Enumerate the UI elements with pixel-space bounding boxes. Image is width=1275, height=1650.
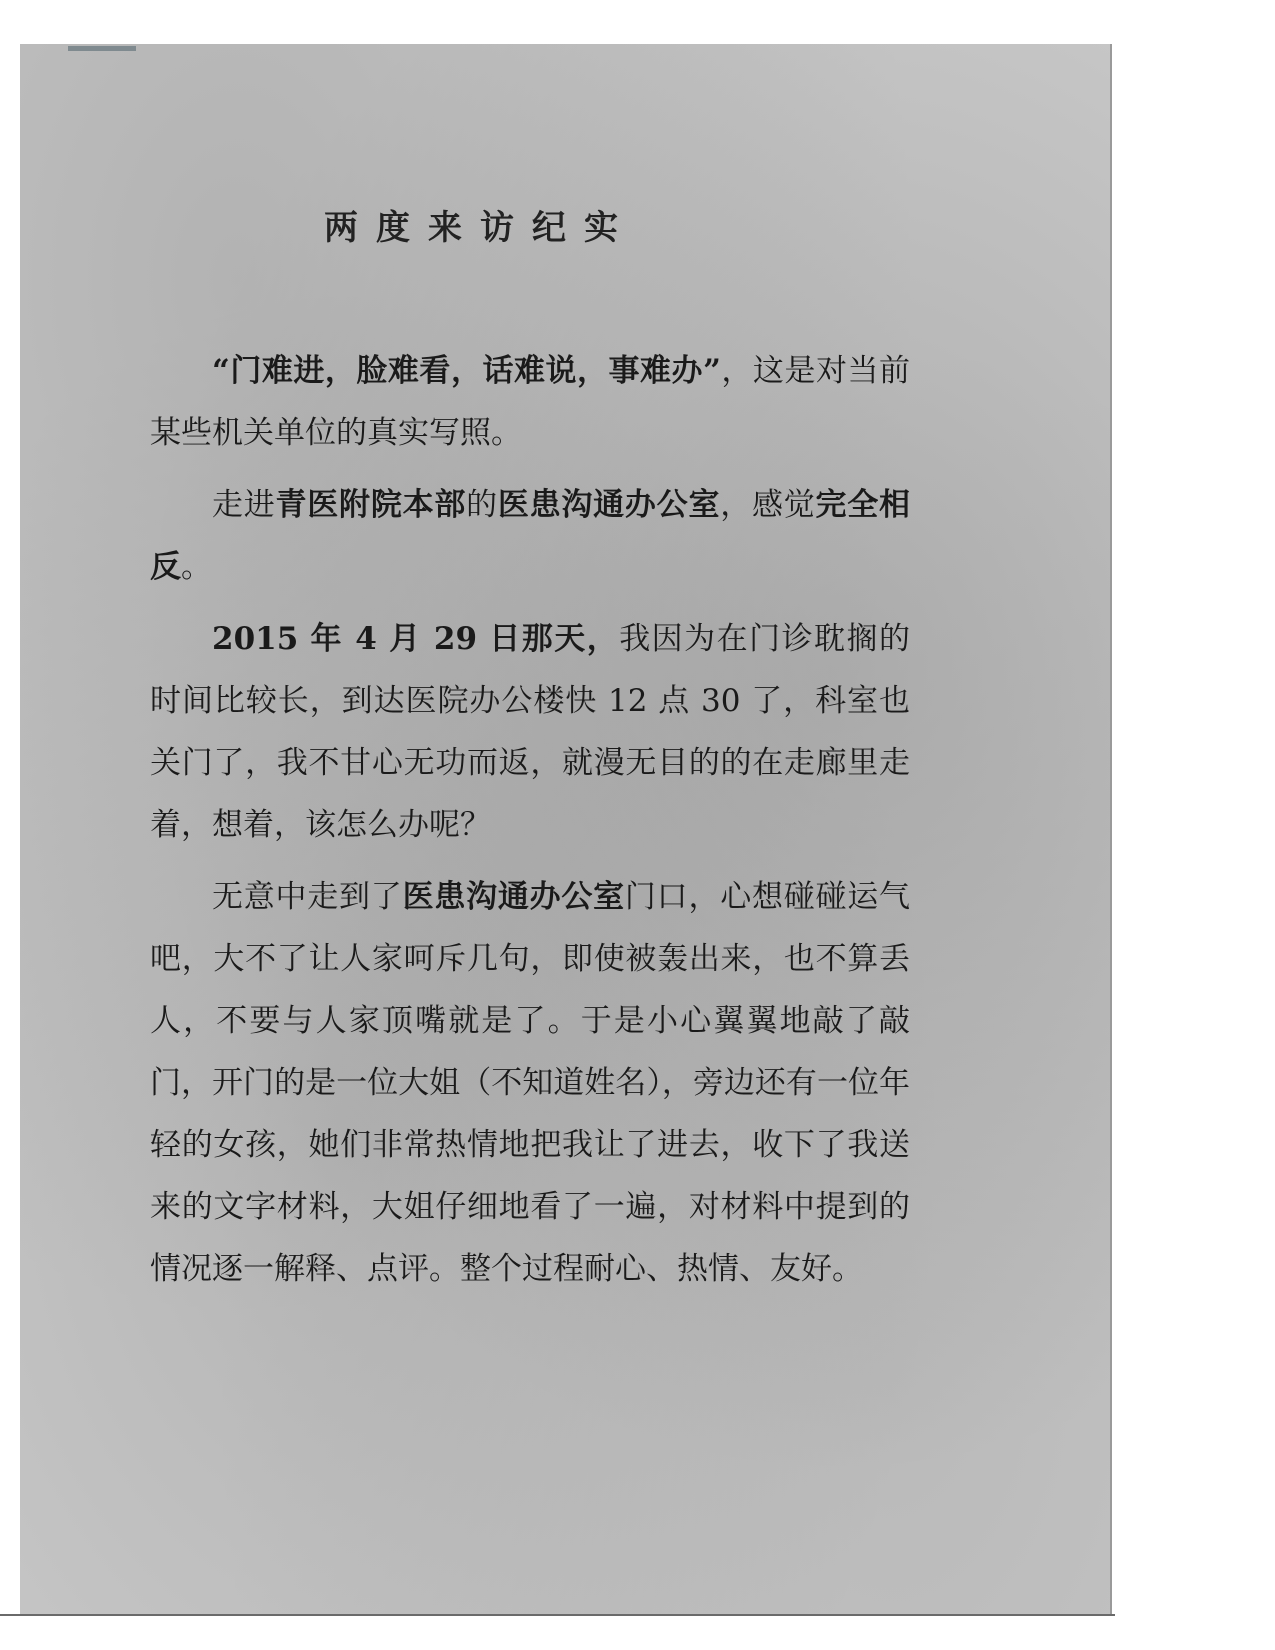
paragraph-4 — [150, 866, 910, 1300]
paragraph-2 — [150, 474, 910, 598]
office-name: 医患沟通办公室 — [402, 879, 625, 915]
paragraph-1 — [150, 340, 910, 464]
emphasis-bold: 完全相反 — [150, 487, 911, 585]
document-title: 两度来访纪实 — [324, 208, 636, 248]
scan-mark — [68, 46, 136, 51]
date-bold: 2015 年 4 月 29 日那天， — [212, 621, 620, 657]
text-segment: 我因为在门诊耽搁的时间比较长，到达医院办公楼快 12 点 30 了，科室也关门了，我不甘心无功而返，就漫无目的的在走廊里走着，想着，该怎么办呢？ — [150, 621, 911, 843]
quote-bold: “门难进，脸难看，话难说，事难办” — [212, 353, 721, 389]
text-segment: 的 — [466, 487, 498, 523]
text-segment: ，这是对当前某些机关单位的真实写照。 — [150, 353, 910, 451]
text-segment: 无意中走到了 — [212, 879, 403, 915]
text-segment: 。 — [181, 549, 212, 585]
text-segment: 走进 — [212, 487, 276, 523]
text-segment: ，感觉 — [720, 487, 816, 523]
paragraph-3 — [150, 608, 910, 856]
page-bottom-edge — [0, 1614, 1115, 1616]
hospital-name: 青医附院本部 — [275, 487, 467, 523]
text-segment: 门口，心想碰碰运气吧，大不了让人家呵斥几句，即使被轰出来，也不算丢人，不要与人家顶嘴就是了。于是小心翼翼地敲了敲门，开门的是一位大姐（不知道姓名），旁边还有一位年轻的女孩，她们非常热情地把我让了进去，收下了我送来的文字材料，大姐仔细地看了一遍，对材料中提到的情况逐一解释、点评。整个过程耐心、热情、友好。 — [150, 879, 911, 1287]
office-name: 医患沟通办公室 — [497, 487, 721, 523]
document-body — [150, 340, 910, 1310]
